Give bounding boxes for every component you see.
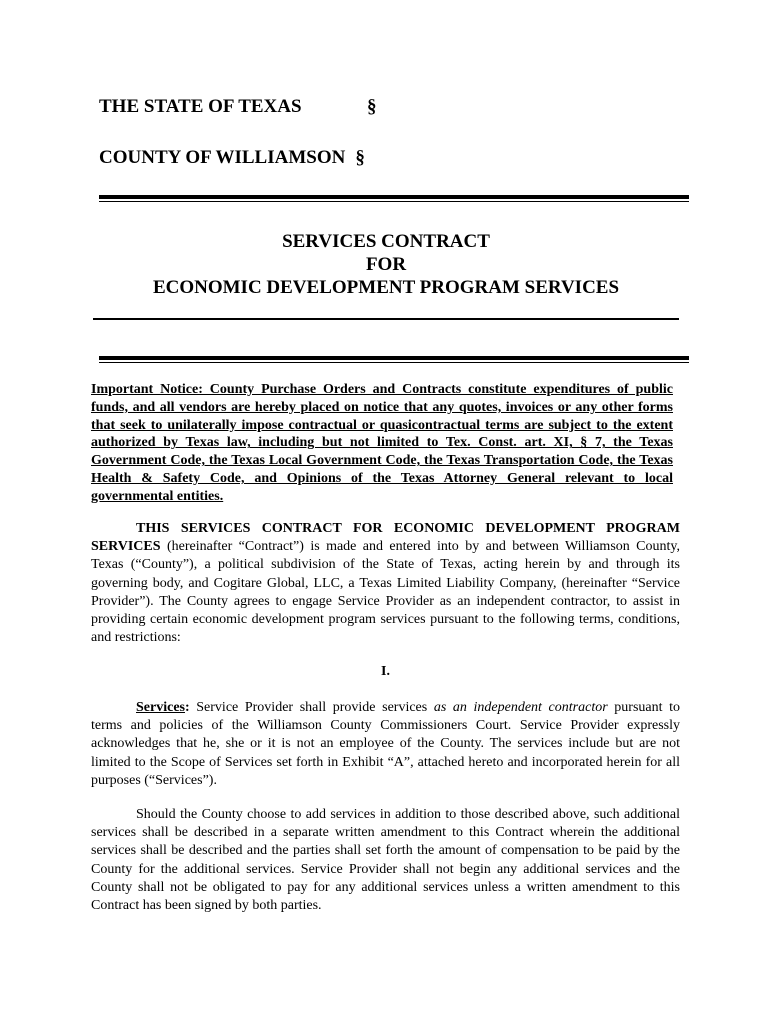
caption-state-label: THE STATE OF TEXAS [99, 96, 302, 117]
caption-county-symbol: § [355, 147, 365, 168]
additional-services-paragraph [91, 806, 680, 915]
caption-state-line [99, 96, 377, 118]
top-double-rule [99, 195, 689, 202]
title-line-1: SERVICES CONTRACT [282, 231, 490, 252]
intro-text: (hereinafter “Contract”) is made and entered into by and between Williamson County, Texas (“County”), a political subdivision of the State of Texas, acting herein by and through its governing body, and Cogitare Global, LLC, a Texas Limited Liability Company, (hereinafter “Service Provider”). The County agrees to engage Service Provider as an independent contractor, to assist in providing certain economic development program services pursuant to the following terms, conditions, and restrictions: [91, 539, 680, 646]
title-underline-rule [93, 318, 679, 320]
services-colon: : [184, 700, 190, 715]
services-paragraph [91, 699, 680, 790]
caption-county-label: COUNTY OF WILLIAMSON [99, 147, 346, 168]
services-text-b: pursuant to terms and policies of the Williamson County Commissioners Court. Service Provider expressly acknowledges that he, she or it is not an employee of the County. The services include but are not limited to the Scope of Services set forth in Exhibit “A”, attached hereto and incorporated herein for all purposes (“Services”). [91, 700, 681, 788]
intro-bold-lead: THIS SERVICES CONTRACT FOR ECONOMIC DEVELOPMENT PROGRAM SERVICES [91, 521, 680, 555]
caption-county-line [99, 147, 365, 169]
title-line-2: FOR [365, 254, 407, 275]
services-italic: as an independent contractor [433, 700, 608, 715]
important-notice: Important Notice: County Purchase Orders and Contracts constitute expenditures of public funds, and all vendors are hereby placed on notice that any quotes, invoices or any other forms that seek to unilaterally impose contractual or quasicontractual terms are subject to the extent authorized by Texas law, including but not limited to Tex. Const. art. XI, § 7, the Texas Government Code, the Texas Local Government Code, the Texas Transportation Code, the Texas Health & Safety Code, and Opinions of the Texas Attorney General relevant to local governmental entities. [91, 382, 673, 504]
contract-title [93, 230, 679, 299]
caption-state-symbol: § [367, 96, 377, 117]
bottom-double-rule [99, 356, 689, 363]
section-number-i: I. [381, 664, 390, 679]
services-heading: Services [136, 700, 185, 715]
services-text-a: Service Provider shall provide services [189, 700, 434, 715]
intro-paragraph [91, 520, 680, 647]
additional-services-text: Should the County choose to add services in addition to those described above, such additional services shall be described in a separate written amendment to this Contract wherein the additional services shall be described and the parties shall set forth the amount of compensation to be paid by the County for the additional services. Service Provider shall not begin any additional services and the County shall not be obligated to pay for any additional services unless a written amendment to this Contract has been signed by both parties. [91, 807, 680, 914]
title-line-3: ECONOMIC DEVELOPMENT PROGRAM SERVICES [152, 277, 620, 298]
